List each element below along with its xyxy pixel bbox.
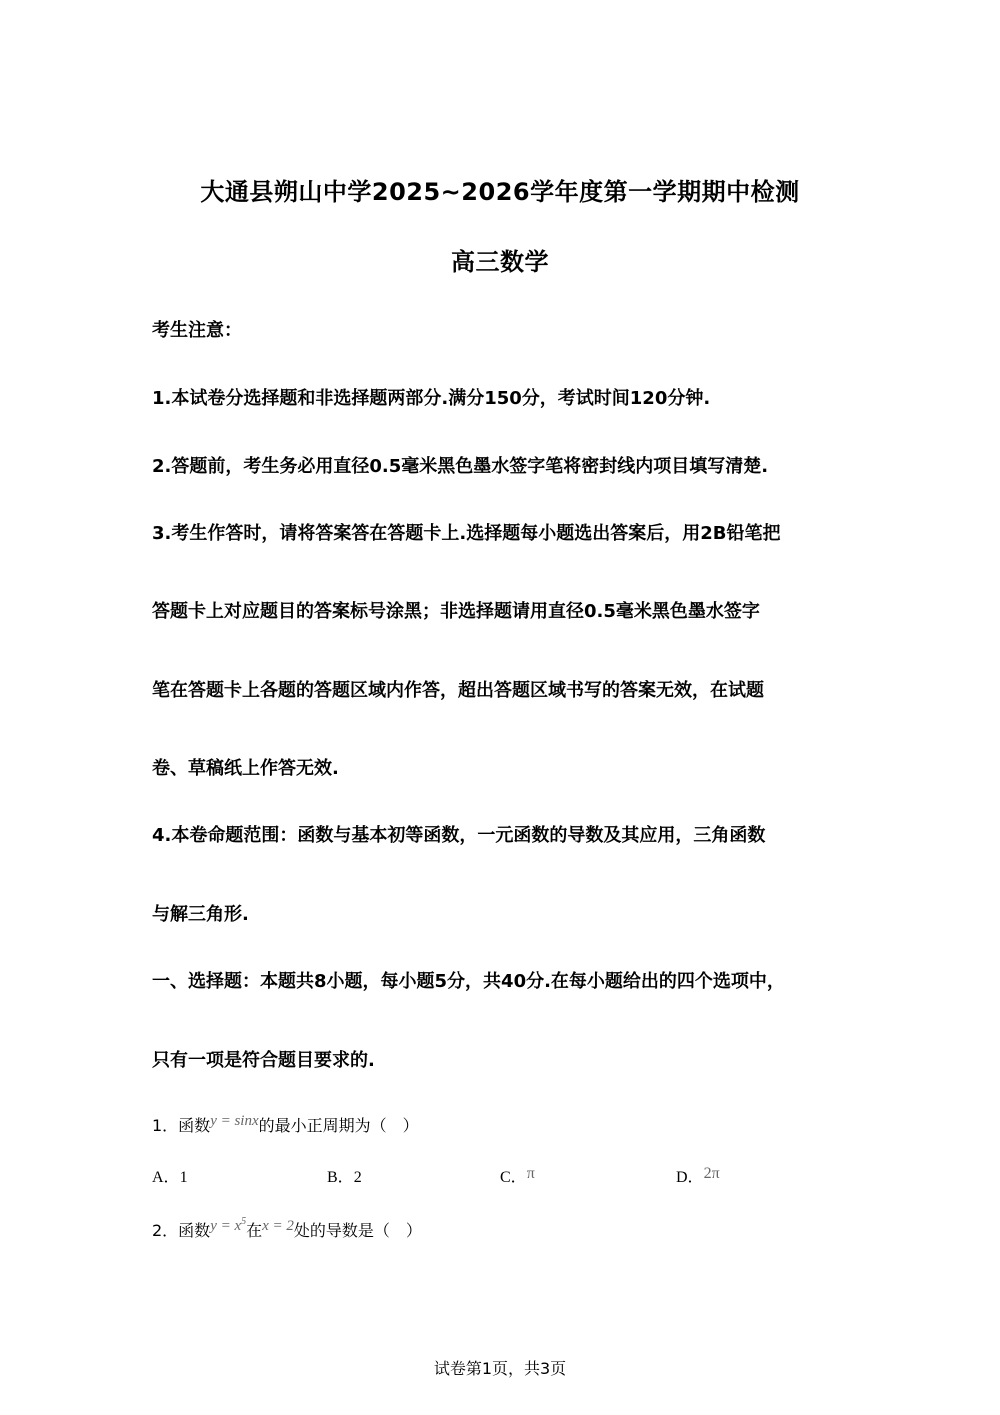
exam-title: 大通县朔山中学2025~2026学年度第一学期期中检测 (200, 178, 800, 206)
page-footer: 试卷第1页，共3页 (433, 1359, 567, 1378)
question-1-formula: y = sinx (210, 1113, 259, 1129)
option-c-value: π (526, 1165, 535, 1182)
section-heading: 一、选择题：本题共8小题，每小题5分，共40分.在每小题给出的四个选项中， (152, 971, 785, 992)
section-instruction: 只有一项是符合题目要求的. (152, 1050, 375, 1071)
question-1 (152, 1113, 419, 1136)
option-b (327, 1164, 362, 1187)
exam-subject: 高三数学 (451, 248, 549, 276)
option-d-value: 2π (703, 1165, 720, 1182)
option-a-value: 1 (179, 1169, 188, 1186)
question-1-suffix: 的最小正周期为（ ） (258, 1116, 419, 1135)
option-b-value: 2 (353, 1169, 362, 1186)
notice-line: 笔在答题卡上各题的答题区域内作答，超出答题区域书写的答案无效，在试题 (152, 680, 764, 701)
notice-line: 与解三角形. (152, 904, 249, 925)
option-c-label: C． (500, 1169, 527, 1186)
notice-line: 3.考生作答时，请将答案答在答题卡上.选择题每小题选出答案后，用2B铅笔把 (152, 523, 781, 544)
notice-line: 2.答题前，考生务必用直径0.5毫米黑色墨水签字笔将密封线内项目填写清楚. (152, 456, 769, 477)
question-1-prefix: 1．函数 (152, 1116, 211, 1135)
notice-heading: 考生注意： (152, 320, 242, 341)
question-2-formula-exponent: 5 (241, 1216, 247, 1227)
notice-line: 1.本试卷分选择题和非选择题两部分.满分150分，考试时间120分钟. (152, 388, 711, 409)
question-2-mid: 在 (246, 1221, 263, 1240)
option-a-label: A． (152, 1169, 180, 1186)
option-d (676, 1164, 720, 1187)
option-d-label: D． (676, 1169, 704, 1186)
notice-line: 4.本卷命题范围：函数与基本初等函数，一元函数的导数及其应用，三角函数 (152, 825, 766, 846)
question-2-suffix: 处的导数是（ ） (293, 1221, 422, 1240)
question-2-formula (210, 1218, 246, 1234)
question-2-prefix: 2．函数 (152, 1221, 211, 1240)
option-a (152, 1164, 188, 1187)
question-2-formula-base: y = x (210, 1218, 242, 1234)
notice-line: 卷、草稿纸上作答无效. (152, 758, 339, 779)
question-2-point: x = 2 (262, 1218, 294, 1234)
question-2 (152, 1218, 422, 1241)
notice-line: 答题卡上对应题目的答案标号涂黑；非选择题请用直径0.5毫米黑色墨水签字 (152, 601, 760, 622)
option-c (500, 1164, 535, 1187)
option-b-label: B． (327, 1169, 354, 1186)
